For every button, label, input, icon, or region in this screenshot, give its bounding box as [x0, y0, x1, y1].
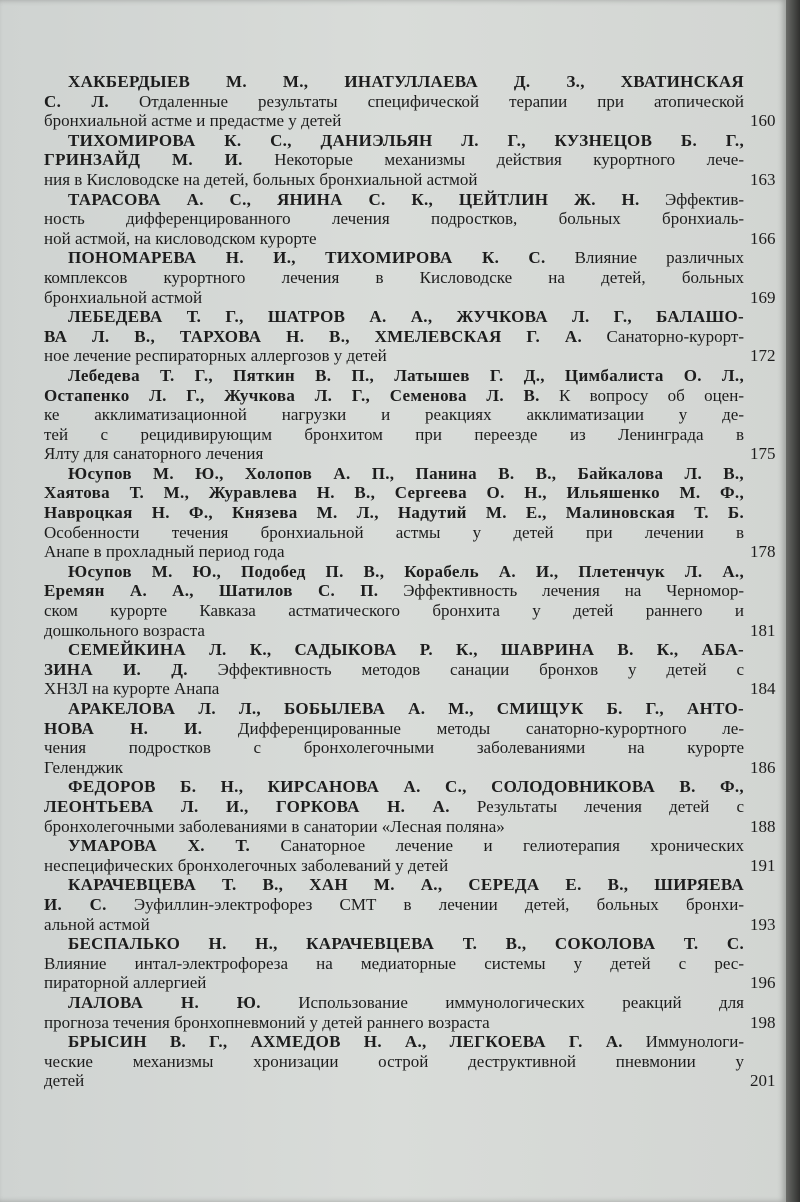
toc-line — [44, 444, 776, 464]
author-names: ЛАЛОВА Н. Ю. — [68, 992, 261, 1012]
article-title: прогноза течения бронхопневмоний у детей раннего возраста — [44, 1012, 490, 1032]
article-title: ния в Кисловодске на детей, больных бронхиальной астмой — [44, 169, 478, 189]
toc-entry — [44, 640, 776, 699]
article-title: ском курорте Кавказа астматического бронхита у детей раннего и — [44, 601, 744, 621]
page-number: 198 — [750, 1012, 776, 1032]
toc-line — [44, 268, 744, 288]
toc-entry — [44, 72, 776, 131]
toc-line — [44, 386, 744, 406]
article-title: Эффектив- — [639, 189, 745, 209]
toc-line — [44, 679, 776, 699]
page-number: 186 — [750, 757, 776, 777]
toc-line — [44, 483, 744, 503]
toc-entry — [44, 130, 776, 190]
article-title: Влияние различных — [545, 248, 744, 268]
toc-line — [44, 425, 744, 445]
toc-line — [44, 855, 776, 876]
toc-line — [44, 327, 744, 347]
article-title: ность дифференцированного лечения подростков, больных бронхиаль- — [44, 209, 744, 229]
page-number: 172 — [750, 346, 776, 366]
article-title: Некоторые механизмы действия курортного лече- — [242, 150, 744, 170]
toc-line — [44, 640, 744, 660]
toc-line — [44, 209, 744, 229]
author-names: Лебедева Т. Г., Пяткин В. П., Латышев Г. Д., Цимбалиста О. Л., — [68, 365, 744, 385]
article-title: Санаторно-курорт- — [582, 326, 744, 346]
author-names: ЛЕБЕДЕВА Т. Г., ШАТРОВ А. А., ЖУЧКОВА Л. Г., БАЛАШО- — [68, 307, 744, 327]
toc-line — [44, 601, 744, 621]
toc-line — [44, 797, 744, 817]
toc-entry — [44, 934, 776, 993]
toc-line — [44, 719, 744, 739]
author-names: СЕМЕЙКИНА Л. К., САДЫКОВА Р. К., ШАВРИНА В. К., АБА- — [68, 640, 744, 660]
toc-line — [44, 131, 744, 151]
toc-line — [44, 307, 744, 327]
article-title: неспецифических бронхолегочных заболеваний у детей — [44, 855, 449, 875]
toc-line — [44, 405, 744, 425]
article-title: ной астмой, на кисловодском курорте — [44, 228, 317, 248]
page-number: 196 — [750, 973, 776, 993]
toc-line — [44, 1052, 744, 1072]
page-edge-shadow — [786, 0, 800, 1202]
page-number: 163 — [750, 169, 776, 189]
toc-entry — [44, 777, 776, 836]
page-number: 191 — [750, 855, 776, 875]
toc-line — [44, 366, 744, 386]
author-names: ХАКБЕРДЫЕВ М. М., ИНАТУЛЛАЕВА Д. З., ХВАТИНСКАЯ — [68, 72, 744, 91]
toc-line — [44, 816, 776, 837]
toc-line — [44, 738, 744, 758]
toc-line — [44, 287, 776, 308]
article-title: Результаты лечения детей с — [449, 796, 744, 816]
author-names: КАРАЧЕВЦЕВА Т. В., ХАН М. А., СЕРЕДА Е. В., ШИРЯЕВА — [68, 875, 744, 895]
page-number: 193 — [750, 914, 776, 934]
toc-line — [44, 346, 776, 366]
author-names: И. С. — [44, 894, 107, 914]
article-title: детей — [44, 1071, 85, 1091]
toc-entry — [44, 189, 776, 249]
toc-line — [44, 72, 744, 92]
toc-line — [44, 954, 744, 974]
article-title: альной астмой — [44, 914, 150, 934]
page-number: 181 — [750, 620, 776, 640]
author-names: АРАКЕЛОВА Л. Л., БОБЫЛЕВА А. М., СМИЩУК Б. Г., АНТО- — [68, 699, 744, 718]
article-title: ческие механизмы хронизации острой деструктивной пневмонии у — [44, 1051, 744, 1071]
author-names: ПОНОМАРЕВА Н. И., ТИХОМИРОВА К. С. — [68, 248, 546, 268]
author-names: НОВА Н. И. — [44, 718, 203, 738]
article-title: Использование иммунологических реакций для — [260, 992, 744, 1012]
toc-line — [44, 1071, 776, 1091]
toc-line — [44, 934, 744, 954]
toc-line — [44, 111, 776, 131]
author-names: ЛЕОНТЬЕВА Л. И., ГОРКОВА Н. А. — [44, 796, 450, 816]
toc-line — [44, 620, 776, 641]
toc-line — [44, 973, 776, 993]
article-title: Ялту для санаторного лечения — [44, 444, 264, 464]
article-title: пираторной аллергией — [44, 973, 207, 993]
author-names: Юсупов М. Ю., Подобед П. В., Корабель А. И., Плетенчук Л. А., — [68, 561, 744, 581]
article-title: Санаторное лечение и гелиотерапия хронических — [250, 836, 744, 856]
author-names: ТИХОМИРОВА К. С., ДАНИЭЛЬЯН Л. Г., КУЗНЕЦОВ Б. Г., — [68, 130, 744, 150]
author-names: Остапенко Л. Г., Жучкова Л. Г., Семенова Л. В. — [44, 385, 540, 405]
toc-line — [44, 92, 744, 112]
toc-line — [44, 914, 776, 935]
article-title: чения подростков с бронхолегочными заболеваниями на курорте — [44, 738, 744, 758]
author-names: ФЕДОРОВ Б. Н., КИРСАНОВА А. С., СОЛОДОВНИКОВА В. Ф., — [68, 777, 744, 797]
article-title: бронхиальной астме и предастме у детей — [44, 111, 342, 131]
toc-entry — [44, 699, 776, 777]
author-names: Хаятова Т. М., Журавлева Н. В., Сергеева О. Н., Ильяшенко М. Ф., — [44, 483, 744, 503]
toc-line — [44, 542, 776, 562]
page-number: 160 — [750, 111, 776, 131]
article-title: ке акклиматизационной нагрузки и реакциях акклиматизации у де- — [44, 405, 744, 425]
author-names: БЕСПАЛЬКО Н. Н., КАРАЧЕВЦЕВА Т. В., СОКОЛОВА Т. С. — [68, 934, 744, 954]
toc-entry — [44, 365, 776, 464]
article-title: Отдаленные результаты специфической терапии при атопической — [108, 91, 745, 111]
toc-entry — [44, 561, 776, 640]
toc-line — [44, 464, 744, 484]
toc-line — [44, 875, 744, 895]
author-names: ТАРАСОВА А. С., ЯНИНА С. К., ЦЕЙТЛИН Ж. Н. — [68, 189, 640, 209]
article-title: Иммунологи- — [622, 1032, 744, 1052]
toc-line — [44, 757, 776, 778]
article-title: дошкольного возраста — [44, 620, 205, 640]
toc-entry — [44, 875, 776, 934]
toc-entry — [44, 307, 776, 366]
author-names: УМАРОВА Х. Т. — [68, 836, 251, 856]
article-title: ное лечение респираторных аллергозов у детей — [44, 346, 387, 366]
author-names: Юсупов М. Ю., Холопов А. П., Панина В. В., Байкалова Л. В., — [68, 463, 744, 483]
toc-entry — [44, 248, 776, 307]
toc-line — [44, 523, 744, 543]
toc-line — [44, 150, 744, 170]
toc-line — [44, 228, 776, 249]
page-number: 184 — [750, 679, 776, 699]
article-title: бронхиальной астмой — [44, 287, 203, 307]
author-names: ВА Л. В., ТАРХОВА Н. В., ХМЕЛЕВСКАЯ Г. А. — [44, 326, 583, 346]
author-names: ГРИНЗАЙД М. И. — [44, 150, 243, 170]
toc-entry — [44, 992, 776, 1032]
table-of-contents — [44, 72, 776, 1091]
article-title: ХНЗЛ на курорте Анапа — [44, 679, 220, 699]
toc-line — [44, 777, 744, 797]
toc-line — [44, 1032, 744, 1052]
toc-entry — [44, 836, 776, 875]
toc-line — [44, 503, 744, 523]
page-number: 178 — [750, 542, 776, 562]
toc-line — [44, 660, 744, 680]
article-title: Анапе в прохладный период года — [44, 542, 285, 562]
page-number: 166 — [750, 228, 776, 248]
toc-line — [44, 895, 744, 915]
toc-line — [44, 562, 744, 582]
article-title: К вопросу об оцен- — [539, 385, 744, 405]
article-title: Эффективность лечения на Черномор- — [378, 581, 745, 601]
toc-line — [44, 581, 744, 601]
article-title: Эуфиллин-электрофорез СМТ в лечении детей, больных бронхи- — [106, 894, 745, 914]
article-title: тей с рецидивирующим бронхитом при переезде из Ленинграда в — [44, 424, 744, 444]
page-number: 201 — [750, 1071, 776, 1091]
author-names: С. Л. — [44, 91, 109, 111]
toc-line — [44, 699, 744, 719]
author-names: БРЫСИН В. Г., АХМЕДОВ Н. А., ЛЕГКОЕВА Г. А. — [68, 1032, 623, 1052]
toc-line — [44, 993, 744, 1013]
toc-line — [44, 190, 744, 210]
article-title: Геленджик — [44, 757, 123, 777]
article-title: комплексов курортного лечения в Кисловодске на детей, больных — [44, 267, 744, 287]
toc-line — [44, 1012, 776, 1033]
article-title: Особенности течения бронхиальной астмы у детей при лечении в — [44, 522, 744, 542]
toc-line — [44, 836, 744, 856]
author-names: Еремян А. А., Шатилов С. П. — [44, 581, 379, 601]
toc-entry — [44, 463, 776, 562]
page-number: 188 — [750, 816, 776, 836]
page-number: 169 — [750, 287, 776, 307]
article-title: бронхолегочными заболеваниями в санатории «Лесная поляна» — [44, 816, 505, 836]
article-title: Влияние интал-электрофореза на медиаторные системы у детей с рес- — [44, 953, 744, 973]
page-number: 175 — [750, 444, 776, 464]
toc-line — [44, 169, 776, 190]
author-names: ЗИНА И. Д. — [44, 659, 188, 679]
article-title: Эффективность методов санации бронхов у детей с — [187, 659, 744, 679]
article-title: Дифференцированные методы санаторно-курортного ле- — [202, 718, 744, 738]
toc-entry — [44, 1032, 776, 1091]
author-names: Навроцкая Н. Ф., Князева М. Л., Надутий М. Е., Малиновская Т. Б. — [44, 503, 744, 523]
toc-line — [44, 248, 744, 268]
